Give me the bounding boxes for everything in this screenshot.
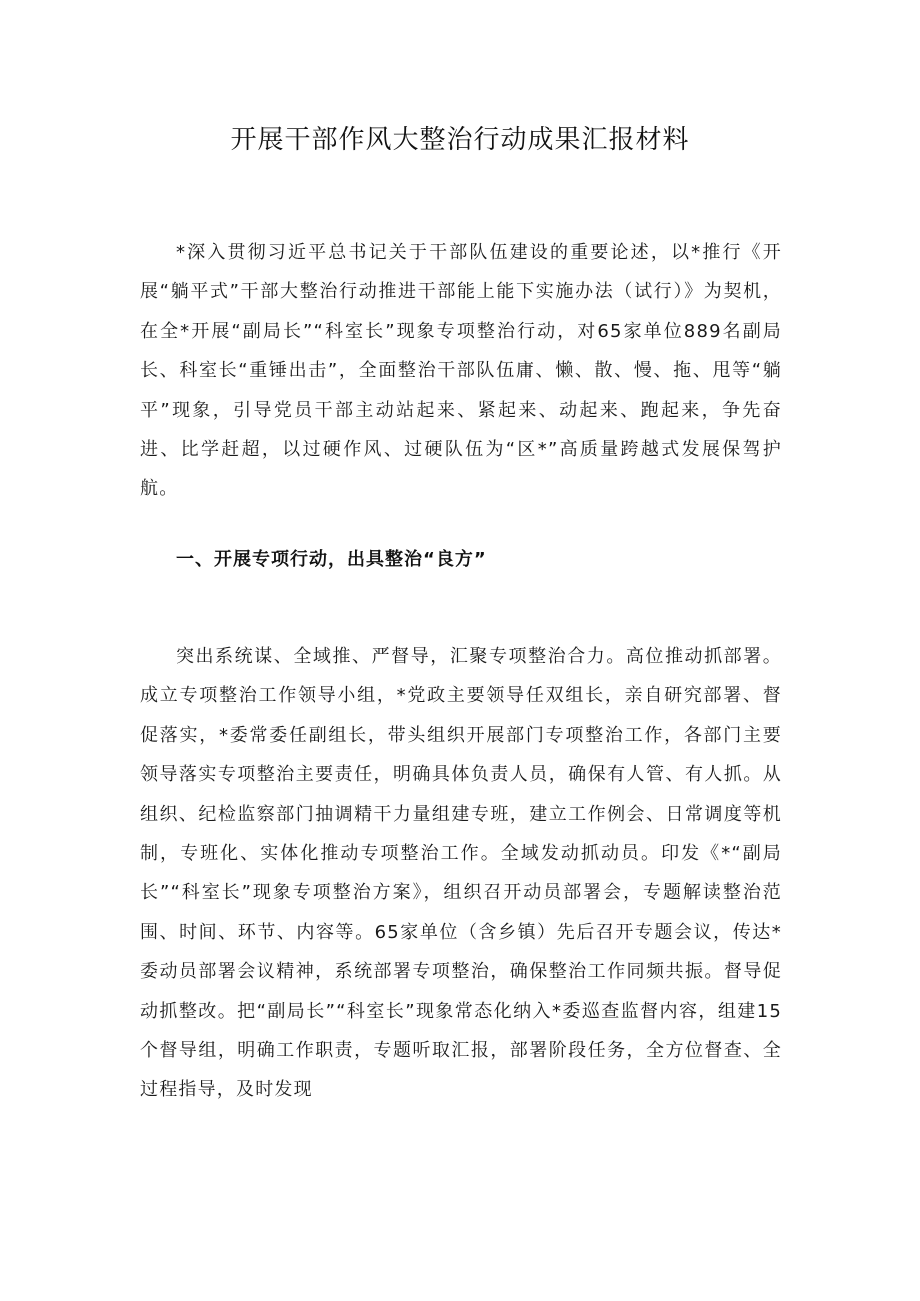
document-title: 开展干部作风大整治行动成果汇报材料 <box>230 125 690 155</box>
section-heading: 一、开展专项行动，出具整治“良方” <box>176 549 487 570</box>
intro-paragraph: *深入贯彻习近平总书记关于干部队伍建设的重要论述，以*推行《开展“躺平式”干部大整治行动推进干部能上能下实施办法（试行）》为契机，在全*开展“副局长”“科室长”现象专项整治行动，对65家单位889名副局长、科室长“重锤出击”，全面整治干部队伍庸、懒、散、慢、拖、甩等“躺平”现象，引导党员干部主动站起来、紧起来、动起来、跑起来，争先奋进、比学赶超，以过硬作风、过硬队伍为“区*”高质量跨越式发展保驾护航。 <box>140 242 782 500</box>
section-paragraph: 突出系统谋、全域推、严督导，汇聚专项整治合力。高位推动抓部署。成立专项整治工作领导小组，*党政主要领导任双组长，亲自研究部署、督促落实，*委常委任副组长，带头组织开展部门专项整治工作，各部门主要领导落实专项整治主要责任，明确具体负责人员，确保有人管、有人抓。从组织、纪检监察部门抽调精干力量组建专班，建立工作例会、日常调度等机制，专班化、实体化推动专项整治工作。全域发动抓动员。印发《*“副局长”“科室长”现象专项整治方案》，组织召开动员部署会，专题解读整治范围、时间、环节、内容等。65家单位（含乡镇）先后召开专题会议，传达*委动员部署会议精神，系统部署专项整治，确保整治工作同频共振。督导促动抓整改。把“副局长”“科室长”现象常态化纳入*委巡查监督内容，组建15个督导组，明确工作职责，专题听取汇报，部署阶段任务，全方位督查、全过程指导，及时发现 <box>140 646 782 1101</box>
